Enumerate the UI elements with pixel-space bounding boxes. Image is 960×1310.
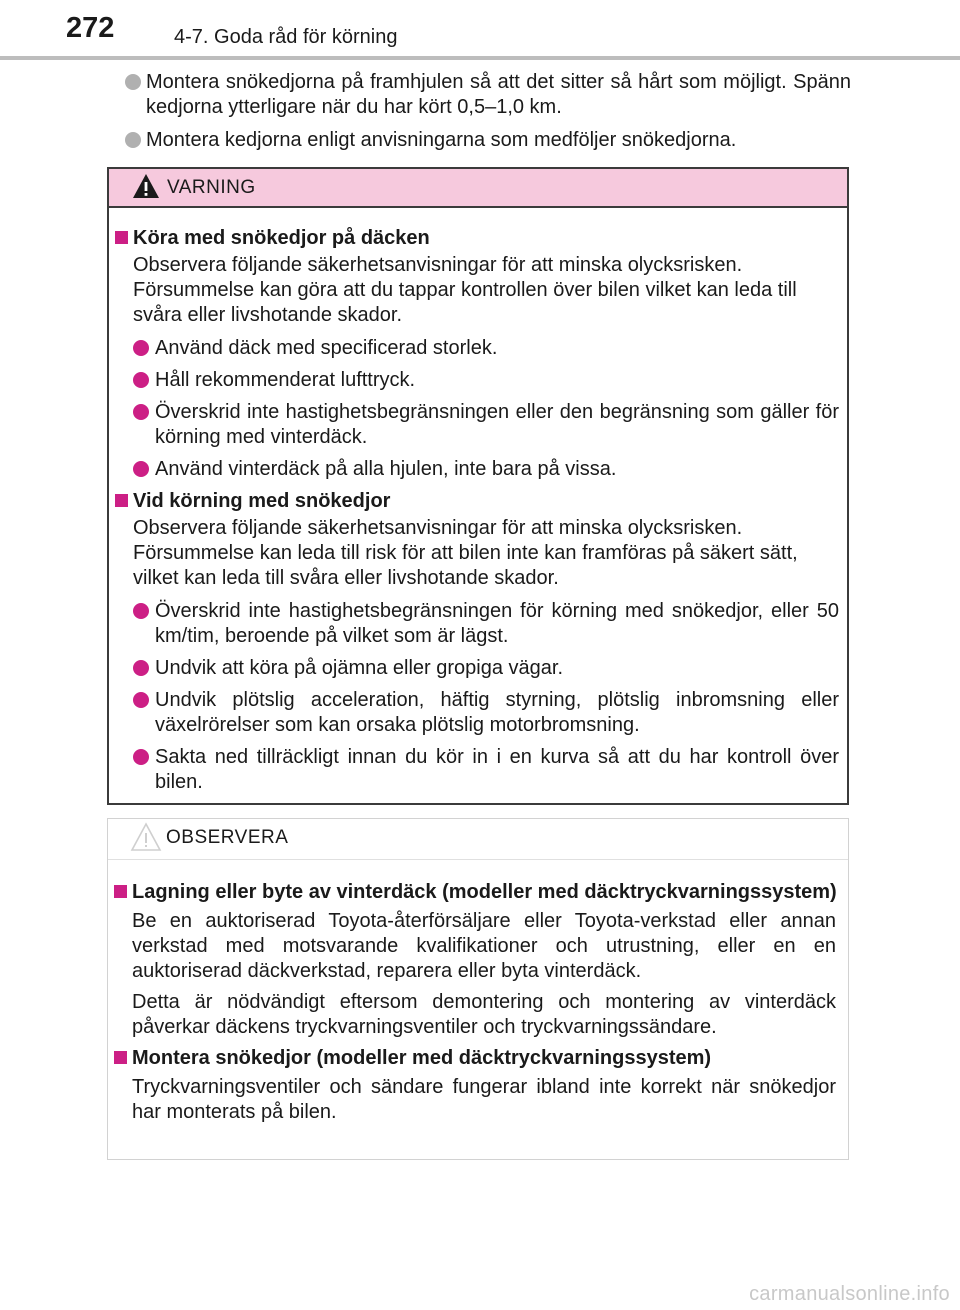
bullet-dot-icon — [133, 372, 149, 388]
site-watermark: carmanualsonline.info — [749, 1283, 950, 1305]
warning-body — [109, 208, 847, 795]
bullet-dot-icon — [133, 692, 149, 708]
heading-text: Lagning eller byte av vinterdäck (modeller med däcktryckvarningssystem) — [132, 881, 837, 903]
notice-paragraph: Detta är nödvändigt eftersom demontering och montering av vinterdäck påverkar däckens tryckvarningsventiler och tryckvarningssändare. — [132, 991, 836, 1038]
heading-text: Köra med snökedjor på däcken — [133, 227, 430, 249]
notice-paragraph: Tryckvarningsventiler och sändare fungerar ibland inte korrekt när snökedjor har monterats på bilen. — [132, 1076, 836, 1123]
bullet-dot-icon — [125, 132, 141, 148]
bullet-text: Överskrid inte hastighetsbegränsningen för körning med snökedjor, eller 50 km/tim, beroende på vilket som är lägst. — [155, 600, 839, 647]
bullet-dot-icon — [133, 749, 149, 765]
notice-body — [108, 860, 848, 1125]
bullet-dot-icon — [133, 404, 149, 420]
notice-section-heading — [108, 880, 840, 905]
warning-bullet — [133, 599, 839, 649]
warning-bullet — [133, 457, 839, 482]
square-bullet-icon — [115, 231, 128, 244]
caution-triangle-icon — [130, 821, 162, 853]
warning-bullet — [133, 368, 839, 393]
section-title: 4-7. Goda råd för körning — [174, 26, 398, 48]
bullet-dot-icon — [125, 74, 141, 90]
bullet-text: Använd däck med specificerad storlek. — [155, 337, 498, 359]
bullet-dot-icon — [133, 603, 149, 619]
bullet-text: Undvik plötslig acceleration, häftig styrning, plötslig inbromsning eller växelrörelser som kan orsaka plötslig motorbromsning. — [155, 689, 839, 736]
bullet-text: Undvik att köra på ojämna eller gropiga vägar. — [155, 657, 564, 679]
bullet-dot-icon — [133, 461, 149, 477]
page-number: 272 — [66, 12, 115, 44]
warning-header — [109, 169, 847, 208]
heading-text: Vid körning med snökedjor — [133, 490, 391, 512]
intro-item — [125, 70, 851, 120]
warning-bullet — [133, 400, 839, 450]
heading-text: Montera snökedjor (modeller med däcktryckvarningssystem) — [132, 1047, 712, 1069]
square-bullet-icon — [114, 1051, 127, 1064]
warning-box — [107, 167, 849, 805]
warning-paragraph: Observera följande säkerhetsanvisningar för att minska olycksrisken. Försummelse kan göra att du tappar kontrollen över bilen vilket kan leda till svåra eller livshotande skador. — [133, 254, 797, 326]
notice-box — [107, 818, 849, 1160]
warning-bullet — [133, 745, 839, 795]
bullet-text: Håll rekommenderat lufttryck. — [155, 369, 416, 391]
intro-item — [125, 128, 851, 153]
notice-title: OBSERVERA — [166, 827, 289, 848]
warning-triangle-icon — [131, 171, 161, 201]
warning-bullet — [133, 656, 839, 681]
notice-section-heading — [108, 1046, 840, 1071]
page-header — [0, 0, 960, 56]
notice-paragraph: Be en auktoriserad Toyota-återförsäljare eller Toyota-verkstad eller annan verkstad med motsvarande kvalifikationer och utrustning, eller en en auktoriserad däckverkstad, reparera eller byta vinterdäck. — [132, 910, 836, 982]
warning-bullet — [133, 688, 839, 738]
intro-list — [125, 70, 851, 161]
warning-section-heading — [109, 226, 839, 251]
square-bullet-icon — [115, 494, 128, 507]
warning-bullet — [133, 336, 839, 361]
bullet-text: Använd vinterdäck på alla hjulen, inte bara på vissa. — [155, 458, 617, 480]
header-rule — [0, 56, 960, 60]
notice-header — [108, 819, 848, 860]
warning-section-heading — [109, 489, 839, 514]
bullet-text: Sakta ned tillräckligt innan du kör in i en kurva så att du har kontroll över bilen. — [155, 746, 839, 793]
square-bullet-icon — [114, 885, 127, 898]
warning-title: VARNING — [167, 177, 256, 198]
intro-item-text: Montera kedjorna enligt anvisningarna som medföljer snökedjorna. — [146, 129, 737, 151]
bullet-dot-icon — [133, 340, 149, 356]
bullet-text: Överskrid inte hastighetsbegränsningen eller den begränsning som gäller för körning med vinterdäck. — [155, 401, 839, 448]
intro-item-text: Montera snökedjorna på framhjulen så att det sitter så hårt som möjligt. Spänn kedjorna ytterligare när du har kört 0,5–1,0 km. — [146, 71, 851, 118]
warning-paragraph: Observera följande säkerhetsanvisningar för att minska olycksrisken. Försummelse kan leda till risk för att bilen inte kan framföras på säkert sätt, vilket kan leda till svåra eller livshotande skador. — [133, 517, 798, 589]
bullet-dot-icon — [133, 660, 149, 676]
